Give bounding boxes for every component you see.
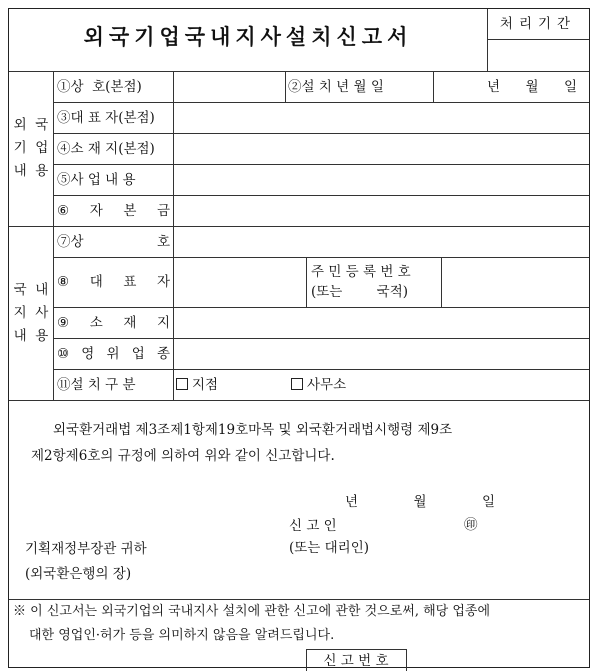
declarant-label: 신 고 인: [289, 518, 337, 534]
label-representative-hq: ③대 표 자(본점): [57, 110, 155, 126]
processing-period-label: 처리기간: [499, 16, 577, 32]
option-office[interactable]: 사무소: [291, 377, 346, 393]
label-resident-number: 주 민 등 록 번 호 (또는 국적): [311, 264, 411, 300]
input-resident-number[interactable]: [442, 258, 588, 306]
report-form: [8, 8, 590, 668]
branch-checkbox[interactable]: [176, 378, 188, 390]
notice-line-2: 대한 영업인·허가 등을 의미하지 않음을 알려드립니다.: [29, 628, 335, 643]
form-title: 외국기업국내지사설치신고서: [83, 25, 413, 49]
input-representative-hq[interactable]: [174, 103, 588, 132]
input-address-hq[interactable]: [174, 134, 588, 163]
seal-mark: ㊞: [464, 517, 478, 533]
input-capital[interactable]: [174, 196, 588, 225]
notice-line-1: ※ 이 신고서는 외국기업의 국내지사 설치에 관한 신고에 관한 것으로써, 해당 업종에: [13, 604, 491, 619]
declaration-line-1: 외국환거래법 제3조제1항제19호마목 및 외국환거래법시행령 제9조: [53, 422, 453, 438]
option-branch[interactable]: 지점: [176, 377, 218, 393]
label-capital: ⑥ 자 본 금: [57, 203, 170, 219]
addressee: 기획재정부장관 귀하: [25, 541, 147, 557]
declaration-date[interactable]: 년 월 일: [345, 494, 495, 510]
input-business-type[interactable]: [174, 339, 588, 368]
label-establish-date: ②설 치 년 월 일: [288, 79, 384, 95]
addressee-sub: (외국환은행의 장): [25, 566, 132, 582]
agent-label: (또는 대리인): [289, 540, 370, 556]
input-establish-date[interactable]: 년 월 일: [487, 79, 577, 95]
report-number-label: 신 고 번 호: [323, 653, 389, 669]
label-address-hq: ④소 재 지(본점): [57, 141, 155, 157]
domestic-section-label: 국 내 지 사 내 용: [13, 282, 49, 344]
foreign-section-label: 외 국 기 업 내 용: [13, 117, 49, 179]
input-branch-trade-name[interactable]: [174, 227, 588, 256]
label-branch-address: ⑨ 소 재 지: [57, 315, 170, 331]
input-branch-representative[interactable]: [174, 258, 305, 306]
office-checkbox[interactable]: [291, 378, 303, 390]
label-business-type: ⑩ 영 위 업 종: [57, 346, 170, 362]
label-trade-name-hq: ①상 호(본점): [57, 79, 142, 95]
label-branch-trade-name: ⑦상 호: [57, 234, 170, 250]
declaration-line-2: 제2항제6호의 규정에 의하여 위와 같이 신고합니다.: [31, 448, 335, 464]
input-trade-name-hq[interactable]: [174, 72, 284, 101]
label-business-content: ⑤사 업 내 용: [57, 172, 136, 188]
label-establish-type: ⑪설 치 구 분: [57, 377, 136, 393]
label-branch-representative: ⑧ 대 표 자: [57, 274, 170, 290]
input-branch-address[interactable]: [174, 308, 588, 337]
input-business-content[interactable]: [174, 165, 588, 194]
